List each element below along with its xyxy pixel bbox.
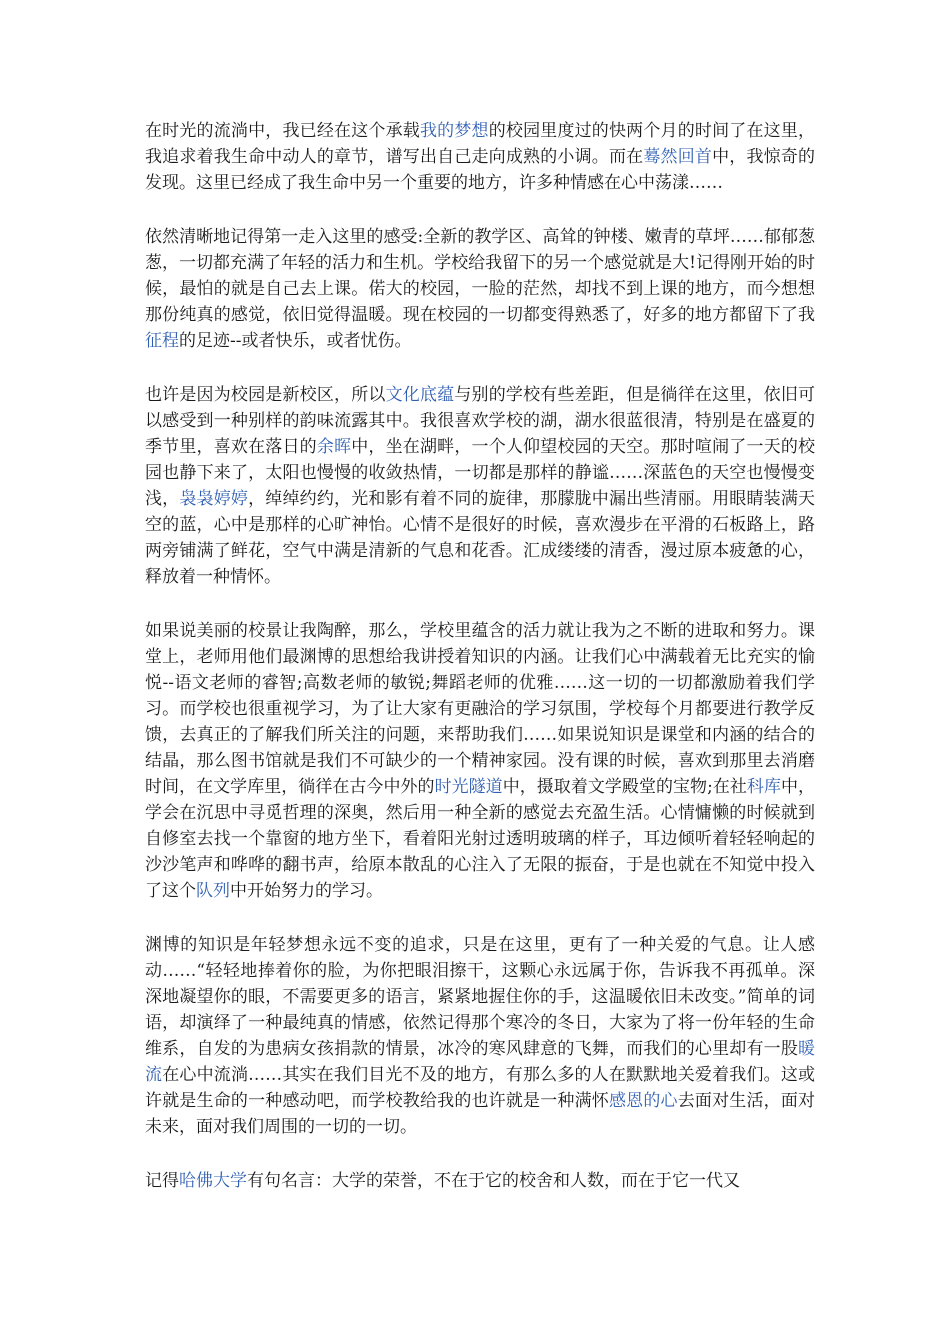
text-segment: 中，坐在湖畔，一个人仰望校园的天空。那时喧闹了一天的校园也静下来了，太阳也慢慢的收敛热情，一切都是那样的静谧……深蓝色的天空也慢慢变浅， [145,437,816,509]
keyword-link[interactable]: 袅袅婷婷 [179,489,249,509]
paragraph-2 [145,224,815,354]
text-segment: 中，摄取着文学殿堂的宝物;在社 [502,777,747,797]
text-segment: 在心中流淌……其实在我们目光不及的地方，有那么多的人在默默地关爱着我们。这或许就是生命的一种感动吧，而学校教给我的也许就是一种满怀 [145,1065,816,1111]
text-segment: 去面对生活，面对未来，面对我们周围的一切的一切。 [145,1091,816,1137]
text-segment: 在时光的流淌中，我已经在这个承载 [145,121,420,141]
text-segment: 记得 [145,1171,179,1191]
document-body [145,118,815,1222]
text-segment: 的足迹--或者快乐，或者忧伤。 [179,331,412,351]
paragraph-6 [145,1168,815,1194]
text-segment: 渊博的知识是年轻梦想永远不变的追求，只是在这里，更有了一种关爱的气息。让人感动……“轻轻地捧着你的脸，为你把眼泪擦干，这颗心永远属于你，告诉我不再孤单。深深地凝望你的眼，不需要更多的语言，紧紧地握住你的手，这温暖依旧未改变。”简单的词语，却演绎了一种最纯真的情感，依然记得那个寒冷的冬日，大家为了将一份年轻的生命维系，自发的为患病女孩捐款的情景，冰冷的寒风肆意的飞舞，而我们的心里却有一股 [145,935,815,1059]
text-segment: 中，学会在沉思中寻觅哲理的深奥，然后用一种全新的感觉去充盈生活。心情慵懒的时候就到自修室去找一个靠窗的地方坐下，看着阳光射过透明玻璃的样子，耳边倾听着轻轻响起的沙沙笔声和哗哗的翻书声，给原本散乱的心注入了无限的振奋，于是也就在不知觉中投入了这个 [145,777,816,901]
text-segment: 中，我惊奇的发现。这里已经成了我生命中另一个重要的地方，许多种情感在心中荡漾…… [145,147,816,193]
text-segment: ，绰绰约约，光和影有着不同的旋律，那朦胧中漏出些清丽。用眼睛装满天空的蓝，心中是那样的心旷神怡。心情不是很好的时候，喜欢漫步在平滑的石板路上，路两旁铺满了鲜花，空气中满是清新的气息和花香。汇成缕缕的清香，漫过原本疲惫的心，释放着一种情怀。 [145,489,816,587]
text-segment: 与别的学校有些差距，但是徜徉在这里，依旧可以感受到一种别样的韵味流露其中。我很喜欢学校的湖，湖水很蓝很清，特别是在盛夏的季节里，喜欢在落日的 [145,385,816,457]
keyword-link[interactable]: 暖流 [145,1039,815,1085]
keyword-link[interactable]: 哈佛大学 [179,1171,247,1191]
keyword-link[interactable]: 文化底蕴 [385,385,455,405]
text-segment: 有句名言：大学的荣誉，不在于它的校舍和人数，而在于它一代又 [247,1171,740,1191]
paragraph-4 [145,618,815,904]
text-segment: 也许是因为校园是新校区，所以 [145,385,386,405]
keyword-link[interactable]: 时光隧道 [434,777,503,797]
paragraph-1 [145,118,815,196]
text-segment: 依然清晰地记得第一走入这里的感受:全新的教学区、高耸的钟楼、嫩青的草坪……郁郁葱葱，一切都充满了年轻的活力和生机。学校给我留下的另一个感觉就是大!记得刚开始的时候，最怕的就是自己去上课。偌大的校园，一脸的茫然，却找不到上课的地方，而今想想那份纯真的感觉，依旧觉得温暖。现在校园的一切都变得熟悉了，好多的地方都留下了我 [145,227,815,325]
keyword-link[interactable]: 余晖 [316,437,352,457]
paragraph-3 [145,382,815,590]
keyword-link[interactable]: 科库 [746,777,781,797]
keyword-link[interactable]: 队列 [196,881,230,901]
paragraph-5 [145,932,815,1140]
text-segment: 如果说美丽的校景让我陶醉，那么，学校里蕴含的活力就让我为之不断的进取和努力。课堂上，老师用他们最渊博的思想给我讲授着知识的内涵。让我们心中满载着无比充实的愉悦--语文老师的睿智;高数老师的敏锐;舞蹈老师的优雅……这一切的一切都激励着我们学习。而学校也很重视学习，为了让大家有更融洽的学习氛围，学校每个月都要进行教学反馈，去真正的了解我们所关注的问题，来帮助我们……如果说知识是课堂和内涵的结合的结晶，那么图书馆就是我们不可缺少的一个精神家园。没有课的时候，喜欢到那里去消磨时间，在文学库里，徜徉在古今中外的 [145,621,815,797]
keyword-link[interactable]: 感恩的心 [608,1091,678,1111]
text-segment: 的校园里度过的快两个月的时间了在这里，我追求着我生命中动人的章节，谱写出自己走向成熟的小调。而在 [145,121,816,167]
keyword-link[interactable]: 蓦然回首 [643,147,713,167]
keyword-link[interactable]: 征程 [145,331,179,351]
keyword-link[interactable]: 我的梦想 [419,121,489,141]
text-segment: 中开始努力的学习。 [230,881,383,901]
